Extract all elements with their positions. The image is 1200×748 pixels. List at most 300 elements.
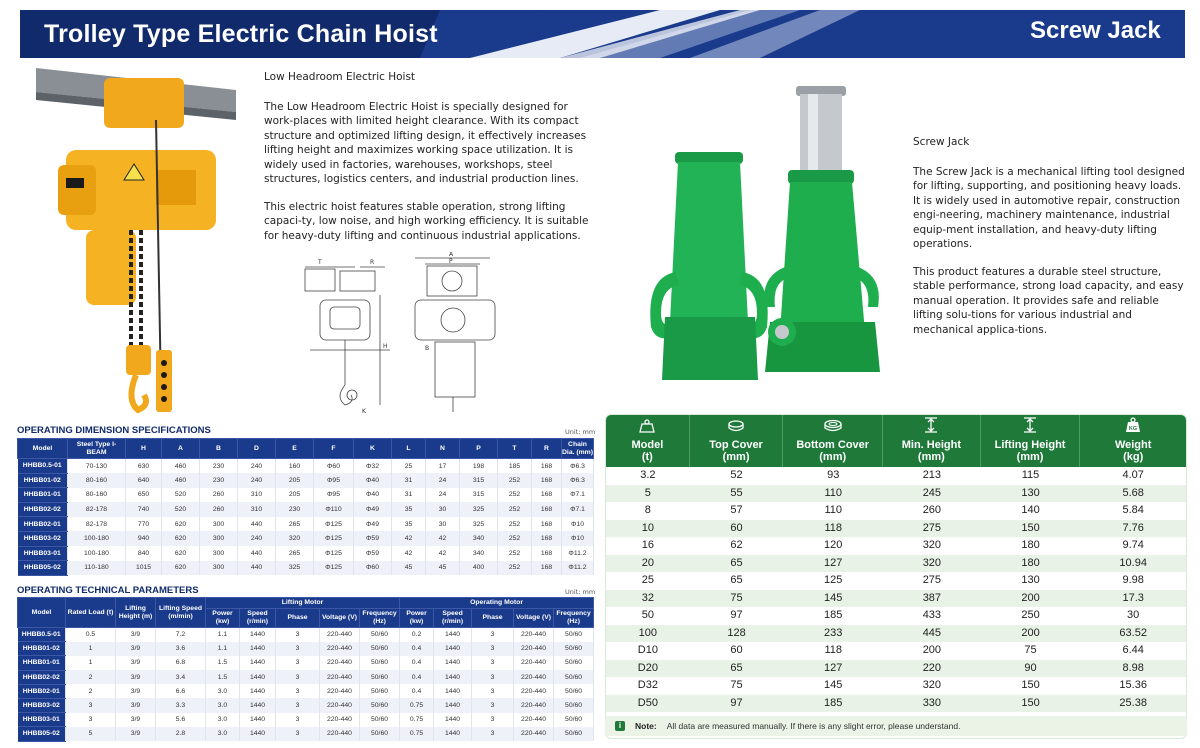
table-cell: 940 xyxy=(126,531,162,546)
jack-table-cell: 32 xyxy=(641,591,654,604)
table-cell: 2 xyxy=(66,684,116,698)
table-cell: 460 xyxy=(162,473,200,488)
jack-table-cell: 8.98 xyxy=(1122,661,1144,674)
min-height-icon xyxy=(923,417,939,439)
technical-header-cell: Phase xyxy=(472,609,514,628)
screw-jack-table xyxy=(605,414,1187,739)
table-cell: 50/60 xyxy=(554,713,594,727)
table-cell: 520 xyxy=(162,502,200,517)
table-cell: 1440 xyxy=(240,670,276,684)
jack-table-cell: 150 xyxy=(1021,521,1040,534)
jack-table-cell: 50 xyxy=(641,609,654,621)
jack-header-label: Weight xyxy=(1114,439,1152,451)
jack-table-cell: 180 xyxy=(1021,539,1040,551)
table-cell: 240 xyxy=(238,459,276,474)
jack-table-cell: 30 xyxy=(1127,609,1140,621)
table-cell: 1440 xyxy=(434,727,472,741)
table-cell: 1 xyxy=(66,656,116,670)
table-cell: 42 xyxy=(392,531,426,546)
table-cell: 0.75 xyxy=(400,713,434,727)
table-cell: 82-178 xyxy=(68,517,126,532)
table-row xyxy=(18,670,594,684)
jack-table-cell: 110 xyxy=(824,486,842,499)
jack-header-label: Bottom Cover xyxy=(796,439,870,451)
table-cell: 1440 xyxy=(240,684,276,698)
table-row xyxy=(18,642,594,656)
table-cell: 220-440 xyxy=(514,684,554,698)
jack-header-cell xyxy=(690,415,784,467)
model-cell: HHBB03-02 xyxy=(18,531,68,546)
screw-jack-table-header xyxy=(606,415,1186,467)
table-cell: 3.0 xyxy=(206,727,240,741)
jack-table-cell: 10.94 xyxy=(1119,556,1147,569)
table-cell: 0.75 xyxy=(400,698,434,712)
table-cell: 630 xyxy=(126,459,162,474)
table-cell: 1440 xyxy=(434,684,472,698)
jack-table-cell: 9.98 xyxy=(1122,574,1144,586)
jack-table-cell: 25.38 xyxy=(1119,696,1147,709)
table-cell: 252 xyxy=(498,561,532,576)
table-cell: 50/60 xyxy=(554,670,594,684)
table-cell: 3.3 xyxy=(156,698,206,712)
label-h: H xyxy=(383,343,388,350)
table-cell: 0.2 xyxy=(400,628,434,642)
table-cell: 50/60 xyxy=(554,684,594,698)
technical-table-title: OPERATING TECHNICAL PARAMETERS xyxy=(17,585,199,596)
label-k: K xyxy=(362,408,366,415)
table-cell: 220-440 xyxy=(514,698,554,712)
table-cell: 1440 xyxy=(434,628,472,642)
table-cell: 220-440 xyxy=(514,727,554,741)
jack-paragraph-2: This product features a durable steel structure, stable performance, strong load capacity, and easy manual operation. It provides safe and reliable lifting solu-tions for various industrial and mechanical applica-tions. xyxy=(913,265,1184,336)
table-cell: 620 xyxy=(162,546,200,561)
table-cell: 440 xyxy=(238,561,276,576)
table-cell: 31 xyxy=(392,473,426,488)
dimension-header-cell: K xyxy=(354,439,392,459)
table-cell: 198 xyxy=(460,459,498,474)
model-cell: HHBB02-01 xyxy=(18,684,66,698)
model-cell: HHBB05-02 xyxy=(18,561,68,576)
top-cover-icon xyxy=(727,419,745,439)
table-cell: 30 xyxy=(426,517,460,532)
dimension-table-unit: Unit: mm xyxy=(565,428,596,436)
jack-table-cell: 140 xyxy=(1021,504,1040,516)
hoist-subtitle: Low Headroom Electric Hoist xyxy=(264,71,416,83)
table-cell: 3 xyxy=(472,698,514,712)
table-cell: 205 xyxy=(276,488,314,503)
jack-table-cell: 10 xyxy=(641,521,654,534)
dimension-header-cell: Model xyxy=(18,439,68,459)
table-cell: 220-440 xyxy=(320,670,360,684)
table-cell: 3 xyxy=(276,656,320,670)
table-cell: 3.0 xyxy=(206,698,240,712)
table-cell: 24 xyxy=(426,488,460,503)
table-cell: 0.4 xyxy=(400,670,434,684)
hoist-product-photo xyxy=(36,60,236,418)
jack-description xyxy=(913,135,1188,350)
jack-table-cell: 118 xyxy=(824,521,842,534)
table-cell: Φ40 xyxy=(354,473,392,488)
table-cell: 1440 xyxy=(434,656,472,670)
jack-table-cell: 9.74 xyxy=(1122,539,1144,551)
dimension-header-cell: P xyxy=(460,439,498,459)
table-cell: 230 xyxy=(200,473,238,488)
table-cell: 1440 xyxy=(240,642,276,656)
table-cell: 620 xyxy=(162,531,200,546)
table-cell: 220-440 xyxy=(320,713,360,727)
table-cell: 50/60 xyxy=(360,670,400,684)
table-cell: Φ32 xyxy=(354,459,392,474)
jack-table-cell: 7.76 xyxy=(1122,521,1144,534)
table-cell: 650 xyxy=(126,488,162,503)
technical-header-cell: Voltage (V) xyxy=(514,609,554,628)
table-cell: 0.4 xyxy=(400,656,434,670)
jack-table-cell: 275 xyxy=(922,521,942,534)
kg-label: KG xyxy=(1129,426,1138,432)
table-cell: 3 xyxy=(276,727,320,741)
table-cell: 35 xyxy=(392,517,426,532)
table-cell: 168 xyxy=(532,488,562,503)
jack-table-cell: 213 xyxy=(922,469,942,481)
jack-table-row xyxy=(606,537,1186,555)
table-cell: 1440 xyxy=(240,628,276,642)
jack-table-row xyxy=(606,625,1186,643)
table-row xyxy=(18,684,594,698)
jack-header-unit: (t) xyxy=(641,451,653,463)
table-cell: 1015 xyxy=(126,561,162,576)
jack-table-cell: D10 xyxy=(637,644,658,656)
table-cell: 220-440 xyxy=(514,628,554,642)
jack-table-cell: 260 xyxy=(922,504,942,516)
jack-table-cell: 387 xyxy=(922,591,942,604)
table-cell: 310 xyxy=(238,488,276,503)
table-cell: 3 xyxy=(472,656,514,670)
jack-table-cell: 65 xyxy=(730,661,743,674)
table-cell: Φ11.2 xyxy=(562,546,594,561)
table-cell: 252 xyxy=(498,502,532,517)
jack-table-cell: 6.44 xyxy=(1122,644,1144,656)
dimension-header-cell: F xyxy=(314,439,354,459)
jack-table-cell: 65 xyxy=(730,574,743,586)
table-cell: 50/60 xyxy=(360,642,400,656)
jack-table-cell: 150 xyxy=(1021,696,1040,709)
jack-table-cell: 233 xyxy=(824,626,843,639)
jack-table-cell: 97 xyxy=(730,609,743,621)
table-cell: 265 xyxy=(276,546,314,561)
model-cell: HHBB01-01 xyxy=(18,656,66,670)
table-cell: 50/60 xyxy=(360,684,400,698)
technical-header-cell: Lifting Height (m) xyxy=(116,598,156,628)
jack-header-cell xyxy=(883,415,981,467)
jack-table-cell: 3.2 xyxy=(640,469,656,481)
table-cell: 45 xyxy=(392,561,426,576)
jack-table-cell: 75 xyxy=(1024,644,1037,656)
table-cell: 3/9 xyxy=(116,628,156,642)
technical-header-cell: Model xyxy=(18,598,66,628)
technical-header-cell: Power (kw) xyxy=(400,609,434,628)
dimension-header-cell: R xyxy=(532,439,562,459)
table-cell: 325 xyxy=(460,517,498,532)
table-cell: 220-440 xyxy=(514,713,554,727)
model-cell: HHBB02-01 xyxy=(18,517,68,532)
jack-table-cell: 127 xyxy=(824,556,843,569)
jack-table-cell: 250 xyxy=(1021,609,1040,621)
jack-table-cell: 75 xyxy=(730,591,743,604)
model-cell: HHBB0.5-01 xyxy=(18,628,66,642)
note-text: All data are measured manually. If there is any slight error, please understand. xyxy=(666,721,961,731)
jack-table-cell: 150 xyxy=(1021,679,1040,691)
table-cell: 42 xyxy=(426,546,460,561)
table-cell: 3.0 xyxy=(206,684,240,698)
table-cell: 50/60 xyxy=(554,656,594,670)
jack-table-cell: 20 xyxy=(641,556,654,569)
table-cell: 3.4 xyxy=(156,670,206,684)
table-cell: 265 xyxy=(276,517,314,532)
jack-table-cell: 130 xyxy=(1021,486,1040,499)
table-cell: Φ10 xyxy=(562,531,594,546)
table-cell: Φ110 xyxy=(314,502,354,517)
jack-table-cell: 90 xyxy=(1024,661,1037,674)
jack-table-cell: 130 xyxy=(1021,574,1040,586)
table-cell: 520 xyxy=(162,488,200,503)
table-cell: 3.0 xyxy=(206,713,240,727)
table-cell: 3 xyxy=(66,698,116,712)
table-cell: 440 xyxy=(238,546,276,561)
dimension-header-cell: H xyxy=(126,439,162,459)
table-cell: 400 xyxy=(460,561,498,576)
table-cell: 42 xyxy=(392,546,426,561)
lifting-height-icon xyxy=(1022,417,1038,439)
technical-header-cell: Speed (r/min) xyxy=(240,609,276,628)
table-cell: 110-180 xyxy=(68,561,126,576)
table-cell: 168 xyxy=(532,502,562,517)
table-cell: 740 xyxy=(126,502,162,517)
jack-table-row xyxy=(606,642,1186,660)
table-row xyxy=(18,473,594,488)
table-cell: 0.4 xyxy=(400,684,434,698)
table-row xyxy=(18,561,594,576)
table-cell: 620 xyxy=(162,561,200,576)
technical-header-cell: Rated Load (t) xyxy=(66,598,116,628)
jack-table-cell: 15.36 xyxy=(1119,679,1147,691)
table-cell: 770 xyxy=(126,517,162,532)
table-cell: 1.5 xyxy=(206,656,240,670)
jack-table-cell: 5.84 xyxy=(1122,504,1144,516)
technical-table xyxy=(17,597,594,742)
table-cell: 168 xyxy=(532,459,562,474)
table-cell: 3 xyxy=(276,670,320,684)
table-cell: 252 xyxy=(498,488,532,503)
jack-header-label: Min. Height xyxy=(901,439,962,451)
jack-table-cell: 185 xyxy=(824,696,843,709)
table-cell: 50/60 xyxy=(360,727,400,741)
jack-table-row xyxy=(606,485,1186,503)
technical-header-cell: Frequency (Hz) xyxy=(554,609,594,628)
jack-table-cell: 65 xyxy=(730,556,743,569)
table-cell: Φ40 xyxy=(354,488,392,503)
table-cell: 100-180 xyxy=(68,546,126,561)
jack-table-row xyxy=(606,502,1186,520)
jack-table-row xyxy=(606,590,1186,608)
table-cell: 50/60 xyxy=(360,698,400,712)
jack-table-cell: D50 xyxy=(637,696,658,709)
table-cell: 1440 xyxy=(240,698,276,712)
lifting-motor-group-header: Lifting Motor xyxy=(206,598,400,609)
jack-header-unit: (mm) xyxy=(819,451,847,463)
table-cell: 1 xyxy=(66,642,116,656)
jack-table-row xyxy=(606,555,1186,573)
table-cell: Φ125 xyxy=(314,517,354,532)
table-cell: Φ11.2 xyxy=(562,561,594,576)
table-cell: 315 xyxy=(460,488,498,503)
table-cell: Φ60 xyxy=(314,459,354,474)
hoist-side-drawing xyxy=(300,255,400,420)
jack-table-cell: 320 xyxy=(922,556,942,569)
jack-header-cell xyxy=(981,415,1081,467)
jack-table-row xyxy=(606,467,1186,485)
dimension-header-cell: L xyxy=(392,439,426,459)
table-cell: 3/9 xyxy=(116,670,156,684)
table-cell: 168 xyxy=(532,473,562,488)
jack-table-cell: 57 xyxy=(730,504,743,516)
operating-motor-group-header: Operating Motor xyxy=(400,598,594,609)
dimension-header-cell: A xyxy=(162,439,200,459)
weight-icon xyxy=(639,419,655,439)
table-cell: 70-130 xyxy=(68,459,126,474)
screw-jack-table-body xyxy=(606,467,1186,712)
table-cell: 220-440 xyxy=(320,684,360,698)
jack-table-row xyxy=(606,695,1186,713)
table-cell: 220-440 xyxy=(320,727,360,741)
table-cell: 640 xyxy=(126,473,162,488)
table-cell: 168 xyxy=(532,517,562,532)
dimension-table-title: OPERATING DIMENSION SPECIFICATIONS xyxy=(17,425,211,436)
jack-table-cell: 5.68 xyxy=(1122,486,1144,499)
jack-table-row xyxy=(606,660,1186,678)
hoist-description xyxy=(264,70,594,256)
table-cell: 230 xyxy=(200,459,238,474)
jack-table-cell: 245 xyxy=(922,486,942,499)
jack-table-cell: 118 xyxy=(824,644,842,656)
jack-table-cell: D32 xyxy=(637,679,658,691)
table-cell: Φ7.1 xyxy=(562,488,594,503)
label-b: B xyxy=(425,345,430,352)
table-cell: 3 xyxy=(276,713,320,727)
table-cell: 50/60 xyxy=(360,713,400,727)
bottom-cover-icon xyxy=(823,419,843,439)
jack-header-cell xyxy=(606,415,690,467)
jack-table-cell: 8 xyxy=(644,504,651,516)
table-cell: 25 xyxy=(392,459,426,474)
hoist-paragraph-2: This electric hoist features stable operation, strong lifting capaci-ty, low noise, and high working efficiency. It is suitable for heavy-duty lifting and continuous industrial applications. xyxy=(264,200,589,242)
table-cell: 50/60 xyxy=(554,642,594,656)
table-cell: 3 xyxy=(276,698,320,712)
jack-table-cell: 55 xyxy=(730,486,743,499)
table-cell: 1.5 xyxy=(206,670,240,684)
table-cell: Φ10 xyxy=(562,517,594,532)
model-cell: HHBB05-02 xyxy=(18,727,66,741)
table-cell: 168 xyxy=(532,546,562,561)
table-cell: 325 xyxy=(276,561,314,576)
table-cell: Φ125 xyxy=(314,531,354,546)
table-row xyxy=(18,546,594,561)
jack-header-label: Model xyxy=(631,439,664,451)
technical-header-cell: Lifting Speed (m/min) xyxy=(156,598,206,628)
jack-subtitle: Screw Jack xyxy=(913,136,970,148)
jack-table-cell: 145 xyxy=(824,679,843,691)
table-cell: Φ125 xyxy=(314,546,354,561)
table-cell: 252 xyxy=(498,517,532,532)
table-cell: 185 xyxy=(498,459,532,474)
dimension-header-cell: D xyxy=(238,439,276,459)
kg-weight-icon xyxy=(1125,417,1141,439)
table-cell: 160 xyxy=(276,459,314,474)
jack-header-unit: (mm) xyxy=(1016,451,1044,463)
info-icon: i xyxy=(615,721,625,731)
table-cell: 3 xyxy=(472,713,514,727)
jack-table-row xyxy=(606,607,1186,625)
jack-table-cell: D20 xyxy=(637,661,658,674)
header-banner xyxy=(0,0,1200,60)
table-cell: 3.6 xyxy=(156,642,206,656)
model-cell: HHBB02-02 xyxy=(18,502,68,517)
jack-table-cell: 60 xyxy=(730,521,743,534)
table-row xyxy=(18,459,594,474)
table-cell: 260 xyxy=(200,502,238,517)
jack-table-cell: 62 xyxy=(730,539,743,551)
model-cell: HHBB03-01 xyxy=(18,546,68,561)
technical-header-cell: Voltage (V) xyxy=(320,609,360,628)
table-cell: Φ95 xyxy=(314,473,354,488)
jack-table-cell: 145 xyxy=(824,591,843,604)
table-cell: 6.6 xyxy=(156,684,206,698)
table-row xyxy=(18,531,594,546)
table-cell: 6.8 xyxy=(156,656,206,670)
jack-table-cell: 120 xyxy=(824,539,843,551)
jack-table-cell: 110 xyxy=(824,504,842,516)
jack-table-cell: 320 xyxy=(922,539,942,551)
dimension-header-cell: Steel Type I-BEAM xyxy=(68,439,126,459)
table-cell: 220-440 xyxy=(320,642,360,656)
table-cell: 1440 xyxy=(434,713,472,727)
table-cell: 3 xyxy=(472,642,514,656)
table-cell: 0.5 xyxy=(66,628,116,642)
table-cell: 30 xyxy=(426,502,460,517)
table-cell: 3 xyxy=(472,727,514,741)
jack-table-cell: 25 xyxy=(641,574,654,586)
screw-jack-photo xyxy=(630,82,892,388)
jack-header-unit: (mm) xyxy=(917,451,945,463)
table-cell: Φ59 xyxy=(354,531,392,546)
table-cell: 31 xyxy=(392,488,426,503)
jack-table-cell: 185 xyxy=(824,609,843,621)
table-cell: 3 xyxy=(472,670,514,684)
label-t: T xyxy=(318,259,322,266)
table-cell: 240 xyxy=(238,531,276,546)
jack-table-cell: 75 xyxy=(730,679,743,691)
table-cell: 3/9 xyxy=(116,684,156,698)
jack-table-cell: 97 xyxy=(730,696,743,709)
table-cell: 3 xyxy=(276,642,320,656)
model-cell: HHBB0.5-01 xyxy=(18,459,68,474)
dimension-header-cell: N xyxy=(426,439,460,459)
jack-header-unit: (mm) xyxy=(722,451,750,463)
jack-table-cell: 17.3 xyxy=(1122,591,1144,604)
jack-title: Screw Jack xyxy=(1030,17,1161,44)
table-cell: 50/60 xyxy=(360,656,400,670)
jack-table-cell: 200 xyxy=(1021,591,1040,604)
table-cell: Φ60 xyxy=(354,561,392,576)
